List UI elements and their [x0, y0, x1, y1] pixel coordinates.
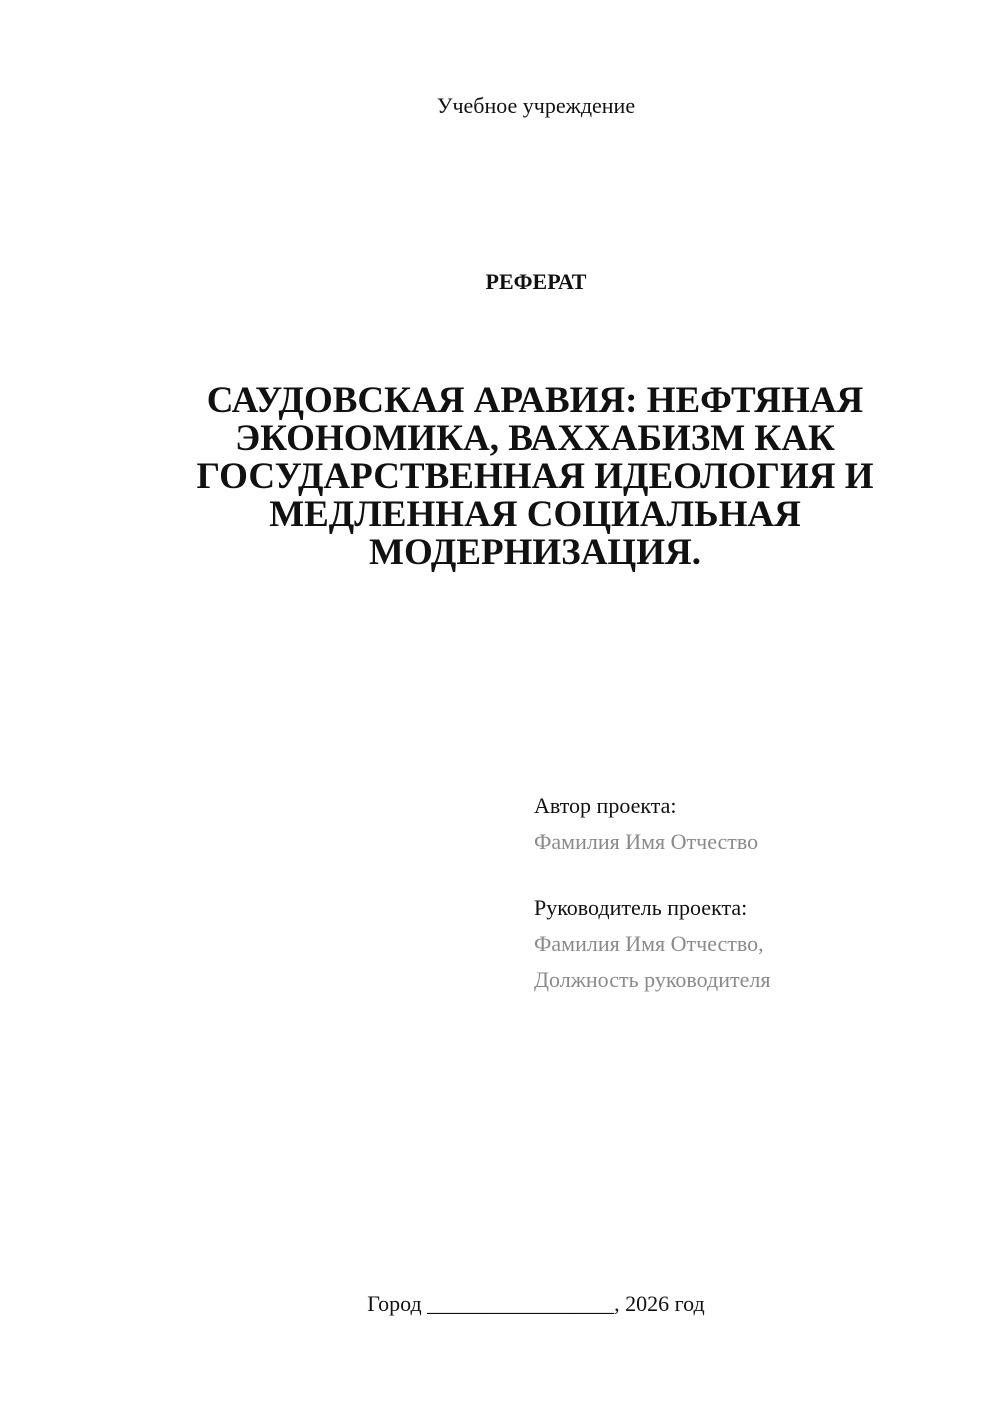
report-title: САУДОВСКАЯ АРАВИЯ: НЕФТЯНАЯ ЭКОНОМИКА, ВАХХАБИЗМ КАК ГОСУДАРСТВЕННАЯ ИДЕОЛОГИЯ И МЕДЛЕННАЯ СОЦИАЛЬНАЯ МОДЕРНИЗАЦИЯ.: [196, 380, 874, 573]
spacer: [534, 860, 974, 890]
institution-name: Учебное учреждение: [436, 93, 636, 118]
supervisor-position: Должность руководителя: [534, 967, 771, 992]
supervisor-label: Руководитель проекта:: [534, 895, 748, 920]
author-name: Фамилия Имя Отчество: [534, 829, 759, 854]
document-type: РЕФЕРАТ: [485, 269, 587, 294]
supervisor-name: Фамилия Имя Отчество,: [534, 931, 764, 956]
author-label: Автор проекта:: [534, 793, 677, 818]
credits-block: [534, 788, 974, 998]
city-year-line: Город _________________, 2026 год: [367, 1291, 705, 1316]
